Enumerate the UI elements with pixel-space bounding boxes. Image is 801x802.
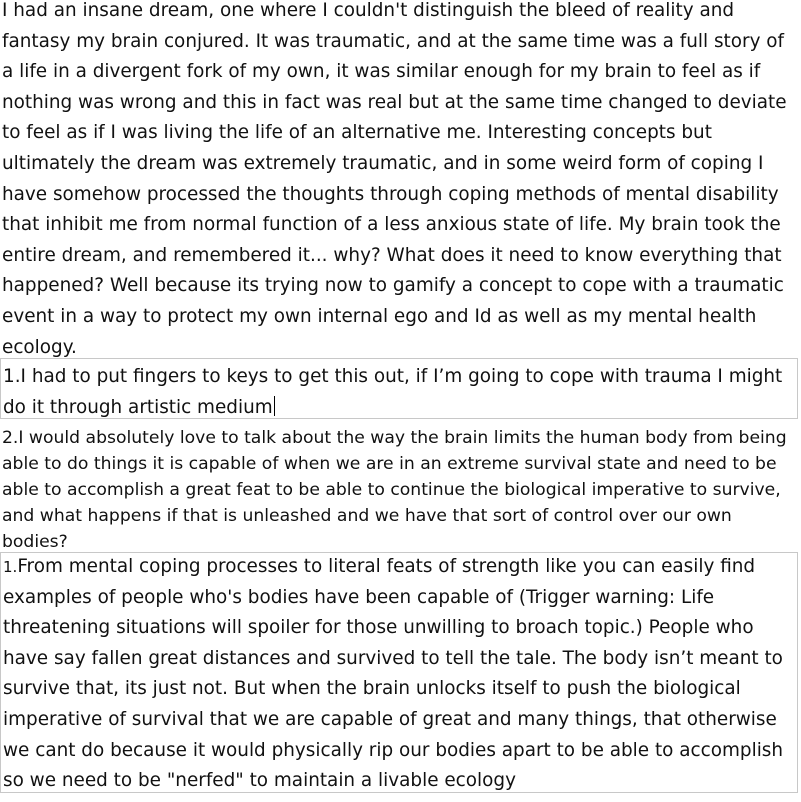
intro-paragraph[interactable]: I had an insane dream, one where I couldn't distinguish the bleed of reality and fantasy my brain conjured. It was traumatic, and at the same time was a full story of a life in a divergent fork of my own, it was similar enough for my brain to feel as if nothing was wrong and this in fact was real but at the same time changed to deviate to feel as if I was living the life of an alternative me. Interesting concepts but ultimately the dream was extremely traumatic, and in some weird form of coping I have somehow processed the thoughts through coping methods of mental disability that inhibit me from normal function of a less anxious state of life. My brain took the entire dream, and remembered it... why? What does it need to know everything that happened? Well because its trying now to gamify a concept to cope with a traumatic event in a way to protect my own internal ego and Id as well as my mental health ecology. — [2, 0, 787, 358]
text-box-1-content[interactable] — [3, 362, 797, 423]
text-box-2-content[interactable] — [3, 552, 797, 797]
text-cursor — [274, 396, 275, 416]
text-box-1-text[interactable]: 1.I had to put fingers to keys to get this out, if I’m going to cope with trauma I might do it through artistic medium — [3, 366, 783, 418]
text-box-1[interactable] — [0, 358, 798, 419]
paragraph-2[interactable]: 2.I would absolutely love to talk about the way the brain limits the human body from being able to do things it is capable of when we are in an extreme survival state and need to be able to accomplish a great feat to be able to continue the biological imperative to survive, and what happens if that is unleashed and we have that sort of control over our own bodies? — [2, 428, 787, 552]
text-box-2-text[interactable]: From mental coping processes to literal feats of strength like you can easily find examples of people who's bodies have been capable of (Trigger warning: Life threatening situations will spoiler for those unwilling to broach topic.) People who have say fallen great distances and survived to tell the tale. The body isn’t meant to survive that, its just not. But when the brain unlocks itself to push the biological imperative of survival that we are capable of great and many things, that otherwise we cant do because it would physically rip our bodies apart to be able to accomplish so we need to be "nerfed" to maintain a livable ecology — [3, 556, 784, 792]
text-box-2-number: 1. — [3, 558, 18, 576]
text-box-2[interactable] — [0, 552, 798, 793]
